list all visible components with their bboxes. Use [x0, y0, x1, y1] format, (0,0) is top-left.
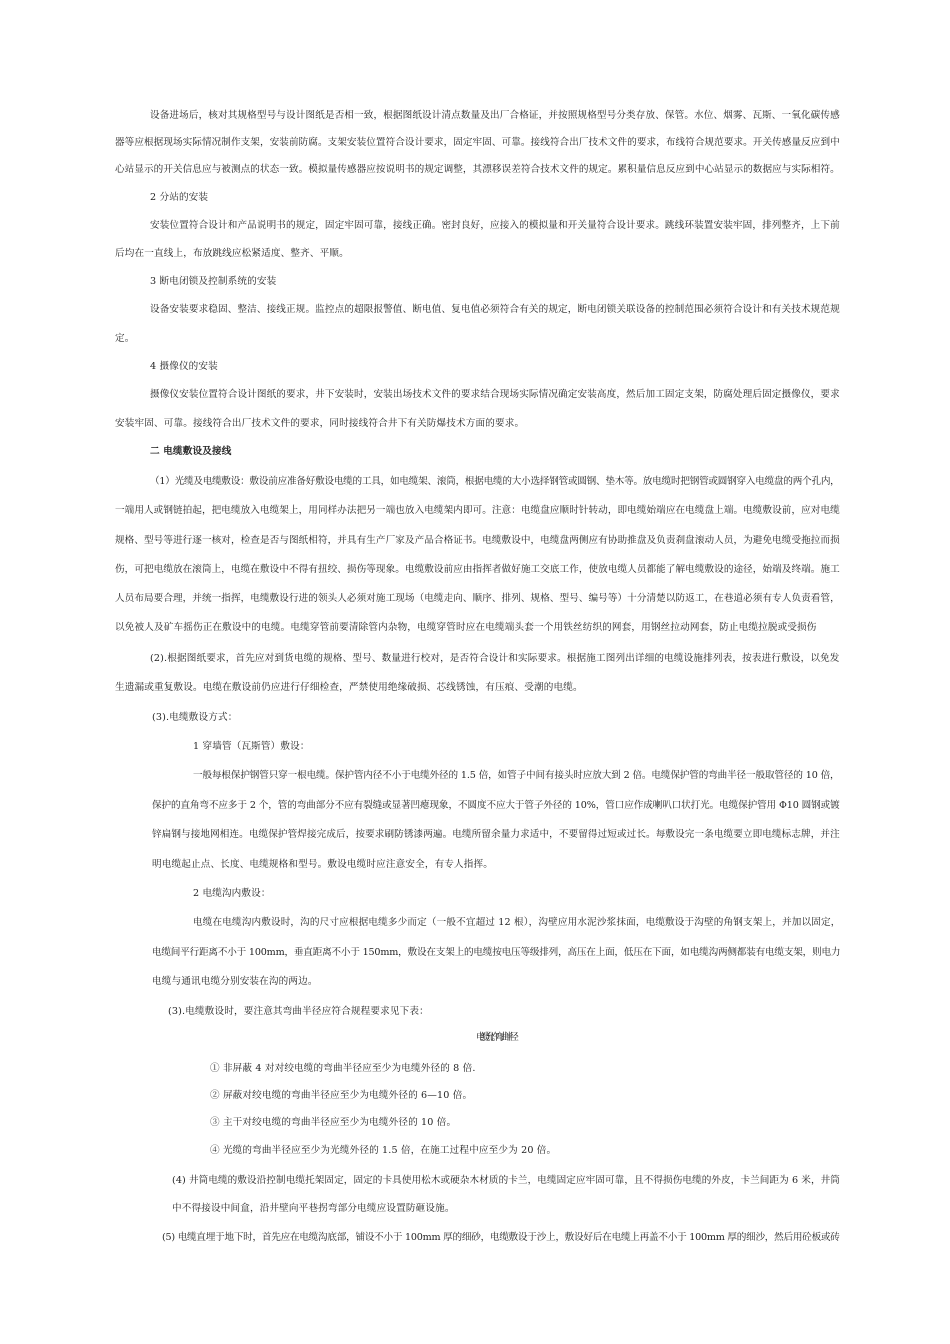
paragraph-line: 保护的直角弯不应多于 2 个，管的弯曲部分不应有裂缝或显著凹瘪现象，不圆度不应大于管子外径的 10%，管口应作成喇叭口状打光。电缆保护管用 Φ10 圆钢或镀: [152, 800, 840, 811]
paragraph-line: 一端用人或钢链拍起，把电缆放入电缆架上，用同样办法把另一端也放入电缆架内即可。注意：电缆盘应顺时针转动，即电缆始端应在电缆盘上端。电缆敷设前，应对电缆: [115, 505, 840, 516]
paragraph-line: (4) 井筒电缆的敷设沿控制电缆托架固定，固定的卡具使用松木或硬杂木材质的卡兰，电缆固定应牢固可靠，且不得损伤电缆的外皮，卡兰间距为 6 米，井筒: [172, 1175, 840, 1186]
paragraph-line: 电缆在电缆沟内敷设时，沟的尺寸应根据电缆多少而定（一般不宜超过 12 根），沟壁应用水泥沙浆抹面，电缆敷设于沟壁的角钢支架上，并加以固定，: [193, 917, 841, 928]
list-item: ③ 主干对绞电缆的弯曲半径应至少为电缆外径的 10 倍。: [210, 1117, 457, 1128]
paragraph-line: 后均在一直线上，布放跳线应松紧适度、整齐、平顺。: [115, 248, 349, 259]
paragraph-line: (5) 电缆直埋于地下时，首先应在电缆沟底部，铺设不小于 100mm 厚的细砂，电缆敷设于沙上，敷设好后在电缆上再盖不小于 100mm 厚的细沙，然后用砼板或砖: [162, 1232, 840, 1243]
section-heading: 2 分站的安装: [150, 192, 209, 203]
paragraph-line: 设备安装要求稳固、整洁、接线正规。监控点的超限报警值、断电值、复电值必须符合有关的规定，断电闭锁关联设备的控制范围必须符合设计和有关技术规范规: [150, 304, 840, 315]
paragraph-line: 中不得接设中间盒，沿井壁向平巷拐弯部分电缆应设置防砸设施。: [172, 1203, 455, 1214]
paragraph-line: 明电缆起止点、长度、电缆规格和型号。敷设电缆时应注意安全，有专人指挥。: [152, 859, 494, 870]
paragraph-line: 器等应根据现场实际情况制作支架，安装前防腐。支架安装位置符合设计要求，固定牢固、可靠。接线符合出厂技术文件的要求，布线符合规范要求。开关传感量反应到中: [115, 137, 840, 148]
paragraph-line: 规格、型号等进行逐一核对，检查是否与图纸相符，并具有生产厂家及产品合格证书。电缆敷设中，电缆盘两侧应有协助推盘及负责刹盘滚动人员，为避免电缆受拖拉而损: [115, 535, 840, 546]
subsection-heading: (3).电缆敷设方式：: [152, 712, 238, 723]
section-heading: 3 断电闭锁及控制系统的安装: [150, 276, 277, 287]
paragraph-line: 伤，可把电缆放在滚筒上，电缆在敷设中不得有扭绞、损伤等现象。电缆敷设前应由指挥者做好施工交底工作，使放电缆人员都能了解电缆敷设的途径，始端及终端。施工: [115, 564, 840, 575]
paragraph-line: 安装位置符合设计和产品说明书的规定，固定牢固可靠，接线正确。密封良好，应接入的模拟量和开关量符合设计要求。跳线环装置安装牢固，排列整齐，上下前: [150, 220, 840, 231]
paragraph-line: 一般每根保护钢管只穿一根电缆。保护管内径不小于电缆外径的 1.5 倍，如管子中间有接头时应放大到 2 倍。电缆保护管的弯曲半径一般取管径的 10 倍，: [193, 770, 840, 781]
list-item: ④ 光缆的弯曲半径应至少为光缆外径的 1.5 倍，在施工过程中应至少为 20 倍。: [210, 1145, 557, 1156]
paragraph-line: 安装牢固、可靠。接线符合出厂技术文件的要求，同时接线符合井下有关防爆技术方面的要求。: [115, 418, 525, 429]
section-heading: 4 摄像仪的安装: [150, 361, 218, 372]
chapter-heading: 二 电缆敷设及接线: [150, 446, 232, 457]
paragraph-line: 定。: [115, 333, 135, 344]
paragraph-line: 设备进场后，核对其规格型号与设计图纸是否相一致，根据图纸设计清点数量及出厂合格证，并按照规格型号分类存放、保管。水位、烟雾、瓦斯、一氧化碳传感: [150, 110, 840, 121]
subsection-heading: 1 穿墙管（瓦斯管）敷设：: [193, 741, 310, 752]
paragraph-line: (3).电缆敷设时，要注意其弯曲半径应符合规程要求见下表：: [168, 1006, 429, 1017]
paragraph-line: (2).根据图纸要求，首先应对到货电缆的规格、型号、数量进行校对，是否符合设计和实际要求。根据施工图列出详细的电缆设施排列表，按表进行敷设，以免发: [150, 653, 840, 664]
paragraph-line: 生遗漏或重复敷设。电缆在敷设前仍应进行仔细检查，严禁使用绝缘破损、芯线锈蚀，有压痕、受潮的电缆。: [115, 682, 583, 693]
paragraph-line: 心站显示的开关信息应与被测点的状态一致。模拟量传感器应按说明书的规定调整，其漂移误差符合技术文件的规定。累积量信息反应到中心站显示的数据应与实际相符。: [115, 164, 840, 175]
paragraph-line: 以免被人及矿车摇伤正在敷设中的电缆。电缆穿管前要清除管内杂物，电缆穿管时应在电缆端头套一个用铁丝纺织的网套，用钢丝拉动网套，防止电缆拉脱或受损伤: [115, 622, 817, 633]
paragraph-line: 电缆间平行距离不小于 100mm，垂直距离不小于 150mm，敷设在支架上的电缆按电压等级排列，高压在上面，低压在下面，如电缆沟两侧都装有电缆支架，则电力: [152, 947, 841, 958]
paragraph-line: 电缆与通讯电缆分别安装在沟的两边。: [152, 976, 318, 987]
paragraph-line: 人员布局要合理，并统一指挥，电缆敷设行进的领头人必须对施工现场（电缆走向、顺序、排列、规格、型号、编号等）十分清楚以防返工，在巷道必须有专人负责看管，: [115, 593, 840, 604]
paragraph-line: 摄像仪安装位置符合设计图纸的要求，井下安装时，安装出场技术文件的要求结合现场实际情况确定安装高度，然后加工固定支架，防腐处理后固定摄像仪，要求: [150, 389, 840, 400]
list-item: ② 屏蔽对绞电缆的弯曲半径应至少为电缆外径的 6—10 倍。: [210, 1090, 473, 1101]
list-item: ① 非屏蔽 4 对对绞电缆的弯曲半径应至少为电缆外径的 8 倍.: [210, 1063, 476, 1074]
paragraph-line: （1）光缆及电缆敷设：敷设前应准备好敷设电缆的工具，如电缆架、滚筒，根据电缆的大小选择钢管或圆钢、垫木等。放电缆时把钢管或圆钢穿入电缆盘的两个孔内，: [150, 476, 840, 487]
subsection-heading: 2 电缆沟内敷设：: [193, 888, 271, 899]
table-title: 电缆允许弯曲半径: [476, 1032, 514, 1043]
paragraph-line: 锌扁钢与接地网相连。电缆保护管焊接完成后，按要求刷防锈漆两遍。电缆所留余量力求适中，不要留得过短或过长。每敷设完一条电缆要立即电缆标志牌，并注: [152, 829, 840, 840]
